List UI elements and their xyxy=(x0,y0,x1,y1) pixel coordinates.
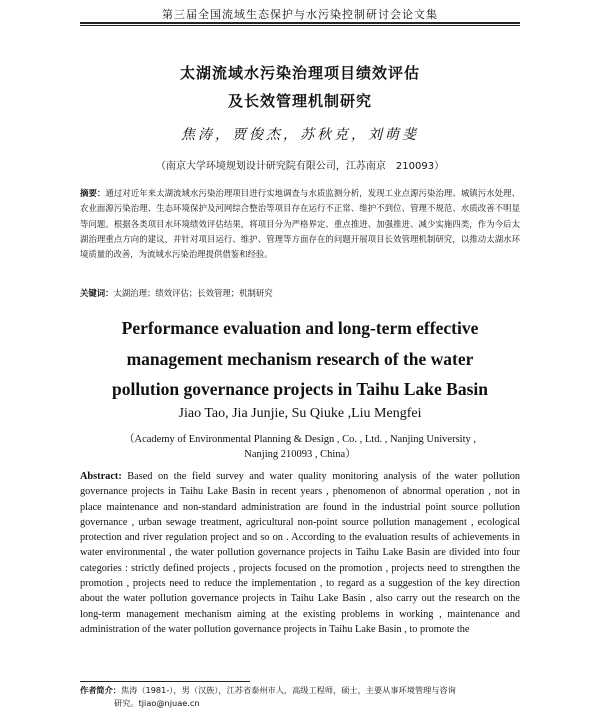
footnote-line-2: 研究。tjiao@njuae.cn xyxy=(114,698,200,708)
english-authors: Jiao Tao, Jia Junjie, Su Qiuke ,Liu Mengfei xyxy=(178,406,422,421)
english-affiliation-line-2: Nanjing 210093 , China） xyxy=(244,449,356,460)
chinese-abstract xyxy=(80,186,520,262)
author-footnote xyxy=(80,684,520,710)
english-abstract-label: Abstract: xyxy=(80,471,122,482)
english-title-line-2: management mechanism research of the water xyxy=(126,349,474,369)
header-rule-thin xyxy=(80,25,520,26)
chinese-title-line-1: 太湖流域水污染治理项目绩效评估 xyxy=(179,64,420,82)
chinese-keywords-label: 关键词： xyxy=(80,288,114,298)
running-header: 第三届全国流域生态保护与水污染控制研讨会论文集 xyxy=(162,8,438,21)
footnote-line-1: 焦涛（1981-），男（汉族），江苏省泰州市人，高级工程师，硕士，主要从事环境管理与咨询 xyxy=(120,685,456,695)
english-title-line-3: pollution governance projects in Taihu Lake Basin xyxy=(111,379,488,399)
footnote-label: 作者简介： xyxy=(80,685,121,695)
chinese-abstract-text: 通过对近年来太湖流域水污染治理项目进行实地调查与水质监测分析，发现工业点源污染治理、城镇污水处理、农业面源污染治理、生态环境保护及河网综合整治等项目存在运行不正常、维护不到位、管理不规范、水质改善不明显等问题。根据各类项目水环境绩效评估结果，将项目分为严格界定、重点推进、加强推进、减少实施四类，作为今后太湖治理重点方向的建议，并针对项目运行、维护、管理等方面存在的问题开展项目长效管理机制研究，以推动太湖水环境质量的改善，为流域水污染治理提供借鉴和经验。 xyxy=(80,188,520,260)
chinese-affiliation: （南京大学环境规划设计研究院有限公司，江苏南京 210093） xyxy=(155,161,445,172)
chinese-keywords xyxy=(80,287,520,299)
footnote-rule xyxy=(80,681,250,682)
chinese-keywords-text: 太湖治理；绩效评估；长效管理；机制研究 xyxy=(113,288,273,298)
english-affiliation-line-1: （Academy of Environmental Planning & Design , Co. , Ltd. , Nanjing University , xyxy=(124,434,476,445)
chinese-abstract-label: 摘要： xyxy=(80,188,106,198)
english-abstract xyxy=(80,469,520,679)
english-title-line-1: Performance evaluation and long-term effective xyxy=(121,318,479,338)
header-rule xyxy=(80,22,520,24)
english-affiliation xyxy=(120,432,480,462)
chinese-authors: 焦涛，贾俊杰，苏秋克，刘萌斐 xyxy=(181,127,419,143)
chinese-title-line-2: 及长效管理机制研究 xyxy=(227,92,372,110)
english-abstract-text: Based on the field survey and water quality monitoring analysis of the water pollution governance projects in Taihu Lake Basin in recent years , phenomenon of abnormal operation , not in place maintenance and non-standard administration are found in the industrial point source pollution governance , urban sewage treatment, agricultural non-point source pollution management , ecological protection and river regulation project and so on . According to the evaluation results of achievements in water environmental , the water pollution governance projects in Taihu Lake Basin are divided into four categories : strictly defined projects , projects focused on the promotion , projects need to strengthen the promotion , projects need to reduce the implementation , to regard as a suggestion of the key direction about the water pollution governance projects in Taihu Lake Basin , also carry out the research on the long-term management mechanism aiming at the existing problems in working , maintenance and administration of the water pollution governance projects in Taihu Lake Basin , to promote the xyxy=(80,471,520,635)
